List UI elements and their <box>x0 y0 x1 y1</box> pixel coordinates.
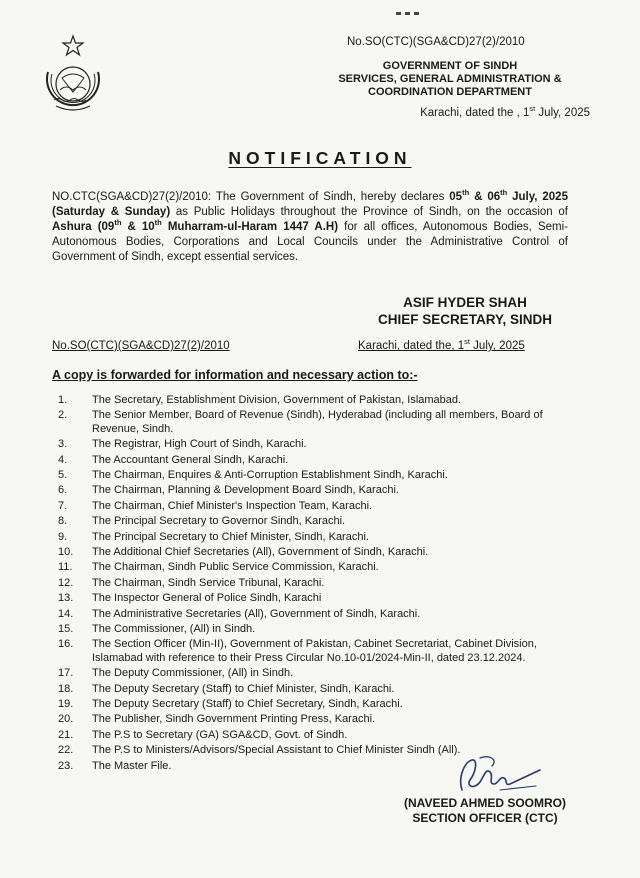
signoff-designation: SECTION OFFICER (CTC) <box>412 811 558 825</box>
distribution-list <box>58 394 578 775</box>
list-item-text: The Registrar, High Court of Sindh, Karachi. <box>92 438 307 451</box>
list-item-number: 2. <box>58 409 68 422</box>
chief-secretary-signatory <box>360 294 570 328</box>
list-item <box>58 409 578 436</box>
list-item <box>58 713 578 727</box>
list-item-number: 18. <box>58 682 74 695</box>
list-item <box>58 592 578 606</box>
list-item-text: The Chairman, Sindh Public Service Commission, Karachi. <box>92 561 379 574</box>
copy-forwarded-heading: A copy is forwarded for information and necessary action to:- <box>52 368 418 382</box>
list-item-text: The Accountant General Sindh, Karachi. <box>92 453 289 466</box>
list-item <box>58 623 578 637</box>
list-item-number: 14. <box>58 607 74 620</box>
list-item-number: 9. <box>58 530 68 543</box>
list-item <box>58 531 578 545</box>
government-of-sindh-emblem-icon <box>38 34 108 116</box>
list-item-number: 16. <box>58 638 74 651</box>
list-item-number: 11. <box>58 561 73 574</box>
list-item-number: 21. <box>58 728 74 741</box>
list-item <box>58 683 578 697</box>
list-item-text: The Chairman, Enquires & Anti-Corruption Establishment Sindh, Karachi. <box>92 469 448 482</box>
list-item-text: The Publisher, Sindh Government Printing Press, Karachi. <box>92 713 376 726</box>
second-issue-date: Karachi, dated the, 1st July, 2025 <box>358 337 525 352</box>
list-item-text: The Chairman, Chief Minister's Inspection Team, Karachi. <box>92 499 373 512</box>
notification-body: NO.CTC(SGA&CD)27(2)/2010: The Government of Sindh, hereby declares 05th & 06th July, 2025 (Saturday & Sunday) as Public Holidays throughout the Province of Sindh, on the occasion of Ashura (09th & 10th Muharram-ul-Haram 1447 A.H) for all offices, Autonomous Bodies, Semi-Autonomous Bodies, Corporations and Local Councils under the Administrative Control of Government of Sindh, except essential services. <box>52 188 568 263</box>
list-item-number: 19. <box>58 698 74 711</box>
list-item <box>58 638 578 665</box>
list-item-number: 22. <box>58 744 74 757</box>
list-item-text: The P.S to Ministers/Advisors/Special Assistant to Chief Minister Sindh (All). <box>92 744 461 757</box>
signoff-name: (NAVEED AHMED SOOMRO) <box>404 796 566 810</box>
list-item-text: The Commissioner, (All) in Sindh. <box>92 622 256 635</box>
list-item-number: 8. <box>58 515 68 528</box>
list-item <box>58 394 578 408</box>
list-item-number: 1. <box>58 394 68 406</box>
list-item <box>58 561 578 575</box>
list-item <box>58 667 578 681</box>
list-item-text: The Deputy Commissioner, (All) in Sindh. <box>92 667 294 680</box>
list-item <box>58 438 578 452</box>
list-item-text: The Secretary, Establishment Division, Government of Pakistan, Islamabad. <box>92 394 462 406</box>
list-item <box>58 577 578 591</box>
list-item <box>58 546 578 560</box>
list-item-text: The Administrative Secretaries (All), Government of Sindh, Karachi. <box>92 607 421 620</box>
handwritten-signature-icon <box>440 750 550 800</box>
list-item-number: 17. <box>58 667 74 680</box>
list-item-number: 12. <box>58 576 74 589</box>
list-item-text: The Principal Secretary to Governor Sindh, Karachi. <box>92 515 346 528</box>
list-item-number: 5. <box>58 469 68 482</box>
list-item-number: 4. <box>58 453 68 466</box>
second-file-reference: No.SO(CTC)(SGA&CD)27(2)/2010 <box>52 340 230 352</box>
list-item-number: 20. <box>58 713 74 726</box>
list-item-number: 6. <box>58 484 68 497</box>
list-item-text: The Additional Chief Secretaries (All), Government of Sindh, Karachi. <box>92 546 429 559</box>
list-item <box>58 729 578 743</box>
list-item-number: 3. <box>58 438 68 451</box>
signatory-name: ASIF HYDER SHAH <box>403 295 527 310</box>
section-officer-signoff <box>390 796 580 826</box>
list-item-number: 10. <box>58 546 74 559</box>
list-item-text: The P.S to Secretary (GA) SGA&CD, Govt. of Sindh. <box>92 728 348 741</box>
page-title: NOTIFICATION <box>228 148 412 168</box>
scan-mark <box>396 12 420 16</box>
list-item-text: The Chairman, Planning & Development Board Sindh, Karachi. <box>92 484 399 497</box>
list-item-text: The Chairman, Sindh Service Tribunal, Karachi. <box>92 576 325 589</box>
list-item-text: The Senior Member, Board of Revenue (Sindh), Hyderabad (including all members, Board of Revenue, Sindh. <box>92 409 543 435</box>
list-item-number: 7. <box>58 499 68 512</box>
list-item <box>58 515 578 529</box>
list-item-number: 23. <box>58 759 74 772</box>
department-line-1: SERVICES, GENERAL ADMINISTRATION & <box>338 73 562 85</box>
file-reference: No.SO(CTC)(SGA&CD)27(2)/2010 <box>347 36 525 48</box>
list-item-text: The Section Officer (Min-II), Government of Pakistan, Cabinet Secretariat, Cabinet Division, Islamabad with reference to their Press Circular No.10-01/2024-Min-II, dated 23.12.2024. <box>92 638 537 664</box>
list-item-text: The Deputy Secretary (Staff) to Chief Minister, Sindh, Karachi. <box>92 682 395 695</box>
list-item-text: The Inspector General of Police Sindh, Karachi <box>92 592 322 605</box>
list-item <box>58 698 578 712</box>
list-item-number: 13. <box>58 592 74 605</box>
list-item <box>58 608 578 622</box>
letterhead <box>300 36 600 119</box>
list-item <box>58 454 578 468</box>
list-item-text: The Master File. <box>92 759 172 772</box>
issue-date: Karachi, dated the , 1st July, 2025 <box>420 104 590 119</box>
list-item-text: The Deputy Secretary (Staff) to Chief Secretary, Sindh, Karachi. <box>92 698 403 711</box>
list-item <box>58 500 578 514</box>
list-item-number: 15. <box>58 622 74 635</box>
list-item-text: The Principal Secretary to Chief Minister, Sindh, Karachi. <box>92 530 369 543</box>
government-name: GOVERNMENT OF SINDH <box>382 60 518 72</box>
signatory-designation: CHIEF SECRETARY, SINDH <box>377 312 553 327</box>
list-item <box>58 484 578 498</box>
list-item <box>58 469 578 483</box>
department-line-2: COORDINATION DEPARTMENT <box>368 86 532 98</box>
